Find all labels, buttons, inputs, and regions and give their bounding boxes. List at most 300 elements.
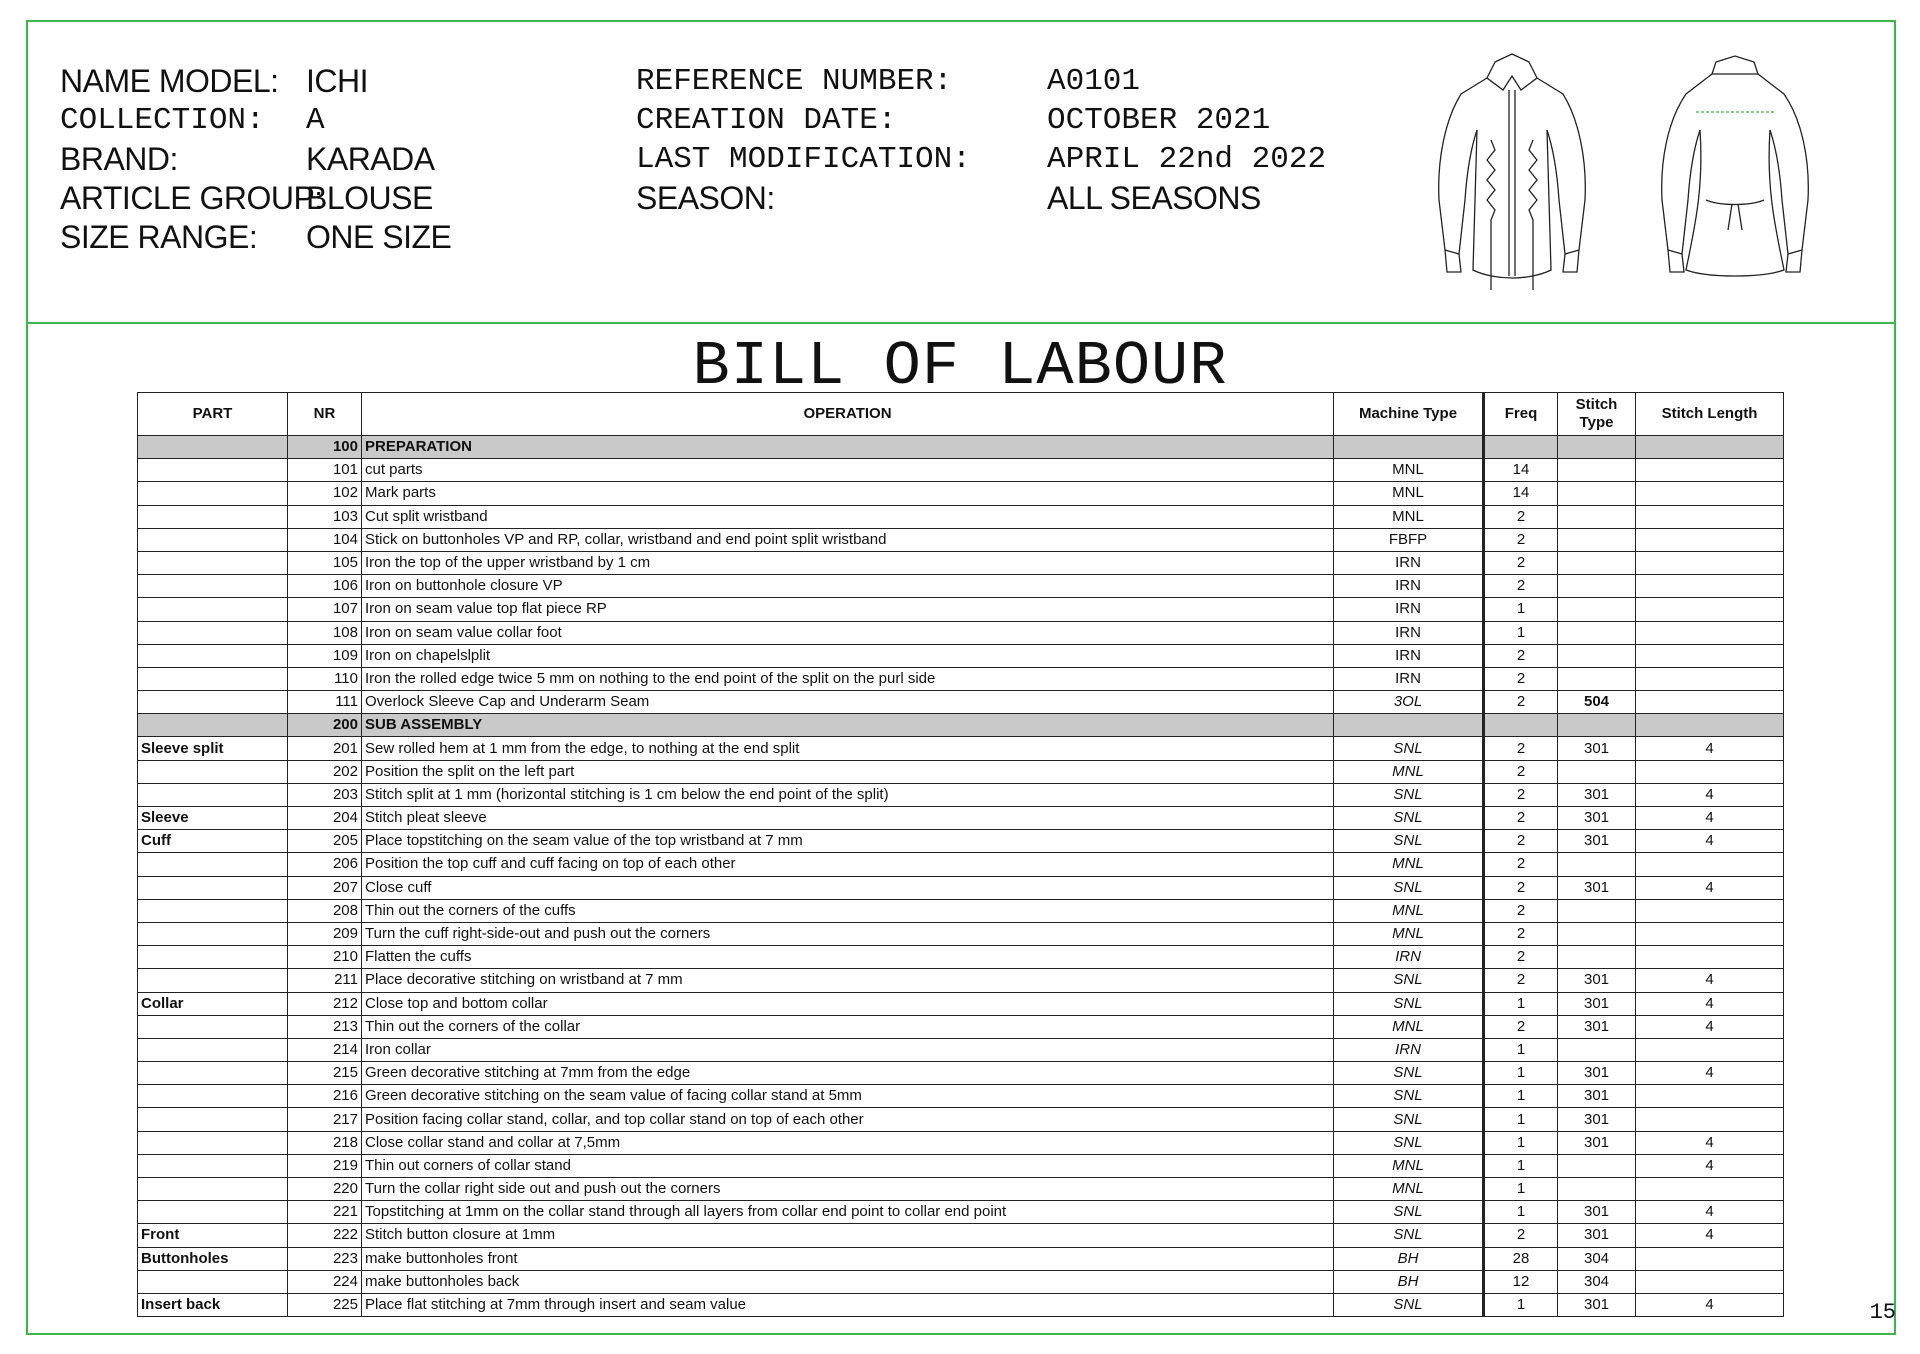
cell-machine-type: SNL — [1334, 1062, 1484, 1085]
cell-nr: 201 — [288, 737, 362, 760]
table-row — [138, 899, 1784, 922]
cell-stitch-type: 301 — [1558, 1293, 1636, 1316]
header-values-left — [306, 62, 451, 257]
cell-stitch-type: 301 — [1558, 876, 1636, 899]
cell-freq: 1 — [1484, 992, 1558, 1015]
cell-part — [138, 691, 288, 714]
cell-part: Collar — [138, 992, 288, 1015]
cell-stitch-type — [1558, 575, 1636, 598]
cell-machine-type: SNL — [1334, 783, 1484, 806]
cell-freq: 2 — [1484, 575, 1558, 598]
cell-machine-type: IRN — [1334, 575, 1484, 598]
cell-operation: Flatten the cuffs — [362, 946, 1334, 969]
value-collection: A — [306, 103, 325, 138]
cell-freq: 2 — [1484, 1224, 1558, 1247]
value-season: ALL SEASONS — [1047, 180, 1261, 216]
cell-stitch-type: 301 — [1558, 1085, 1636, 1108]
cell-freq: 1 — [1484, 1108, 1558, 1131]
table-body — [138, 436, 1784, 1317]
cell-machine-type: SNL — [1334, 737, 1484, 760]
cell-part — [138, 1062, 288, 1085]
cell-part — [138, 876, 288, 899]
table-row — [138, 807, 1784, 830]
header-part: PART — [138, 393, 288, 436]
cell-stitch-type: 301 — [1558, 783, 1636, 806]
table-row — [138, 830, 1784, 853]
cell-stitch-length — [1636, 922, 1784, 945]
cell-stitch-length — [1636, 505, 1784, 528]
cell-stitch-length: 4 — [1636, 830, 1784, 853]
cell-part: Front — [138, 1224, 288, 1247]
cell-nr: 106 — [288, 575, 362, 598]
value-reference-number: A0101 — [1047, 64, 1141, 99]
cell-freq: 2 — [1484, 528, 1558, 551]
cell-stitch-length — [1636, 1270, 1784, 1293]
cell-stitch-type — [1558, 482, 1636, 505]
cell-machine-type: MNL — [1334, 899, 1484, 922]
cell-part — [138, 621, 288, 644]
cell-stitch-length: 4 — [1636, 1131, 1784, 1154]
cell-stitch-length — [1636, 575, 1784, 598]
cell-machine-type — [1334, 714, 1484, 737]
cell-part — [138, 1270, 288, 1293]
header-values-right — [1047, 62, 1326, 218]
table-row — [138, 528, 1784, 551]
cell-part — [138, 482, 288, 505]
cell-freq: 2 — [1484, 922, 1558, 945]
cell-nr: 200 — [288, 714, 362, 737]
table-row — [138, 783, 1784, 806]
cell-nr: 104 — [288, 528, 362, 551]
cell-nr: 202 — [288, 760, 362, 783]
table-row — [138, 505, 1784, 528]
cell-operation: Stitch pleat sleeve — [362, 807, 1334, 830]
cell-operation: PREPARATION — [362, 436, 1334, 459]
table-row — [138, 1201, 1784, 1224]
cell-stitch-length — [1636, 644, 1784, 667]
table-row — [138, 1131, 1784, 1154]
label-season: SEASON: — [636, 180, 775, 216]
label-reference-number: REFERENCE NUMBER: — [636, 64, 953, 99]
table-row — [138, 1270, 1784, 1293]
cell-freq: 14 — [1484, 482, 1558, 505]
table-row — [138, 946, 1784, 969]
cell-stitch-type — [1558, 1154, 1636, 1177]
cell-freq: 2 — [1484, 807, 1558, 830]
cell-nr: 110 — [288, 667, 362, 690]
blouse-back-sketch-icon — [1648, 50, 1823, 300]
cell-nr: 207 — [288, 876, 362, 899]
cell-operation: Mark parts — [362, 482, 1334, 505]
cell-part — [138, 667, 288, 690]
cell-part — [138, 1038, 288, 1061]
cell-machine-type: MNL — [1334, 1178, 1484, 1201]
table-row — [138, 853, 1784, 876]
cell-operation: Topstitching at 1mm on the collar stand through all layers from collar end point to collar end point — [362, 1201, 1334, 1224]
table-row — [138, 1015, 1784, 1038]
cell-part — [138, 969, 288, 992]
cell-freq: 2 — [1484, 551, 1558, 574]
cell-part: Cuff — [138, 830, 288, 853]
cell-nr: 212 — [288, 992, 362, 1015]
cell-freq: 14 — [1484, 459, 1558, 482]
cell-nr: 215 — [288, 1062, 362, 1085]
cell-part — [138, 899, 288, 922]
cell-nr: 211 — [288, 969, 362, 992]
cell-stitch-length — [1636, 459, 1784, 482]
table-header-row — [138, 393, 1784, 436]
cell-nr: 222 — [288, 1224, 362, 1247]
value-name-model: ICHI — [306, 63, 368, 99]
cell-operation: Turn the cuff right-side-out and push out the corners — [362, 922, 1334, 945]
table-row — [138, 760, 1784, 783]
cell-machine-type: MNL — [1334, 760, 1484, 783]
cell-stitch-length — [1636, 714, 1784, 737]
label-last-modification: LAST MODIFICATION: — [636, 142, 971, 177]
cell-stitch-type — [1558, 598, 1636, 621]
cell-machine-type: IRN — [1334, 598, 1484, 621]
cell-part — [138, 575, 288, 598]
cell-operation: Thin out corners of collar stand — [362, 1154, 1334, 1177]
cell-freq — [1484, 436, 1558, 459]
section-row — [138, 714, 1784, 737]
cell-stitch-type — [1558, 436, 1636, 459]
cell-stitch-type: 301 — [1558, 1224, 1636, 1247]
cell-stitch-length: 4 — [1636, 1015, 1784, 1038]
header-freq: Freq — [1484, 393, 1558, 436]
cell-operation: Place flat stitching at 7mm through insert and seam value — [362, 1293, 1334, 1316]
table-row — [138, 1154, 1784, 1177]
table-row — [138, 551, 1784, 574]
label-creation-date: CREATION DATE: — [636, 103, 897, 138]
cell-stitch-type — [1558, 528, 1636, 551]
cell-freq: 2 — [1484, 1015, 1558, 1038]
cell-machine-type: MNL — [1334, 482, 1484, 505]
cell-freq: 2 — [1484, 899, 1558, 922]
cell-stitch-length — [1636, 1178, 1784, 1201]
cell-stitch-length: 4 — [1636, 1154, 1784, 1177]
header-divider — [26, 322, 1896, 324]
cell-part — [138, 783, 288, 806]
cell-stitch-length: 4 — [1636, 737, 1784, 760]
cell-freq: 2 — [1484, 644, 1558, 667]
cell-nr: 214 — [288, 1038, 362, 1061]
cell-part: Insert back — [138, 1293, 288, 1316]
cell-nr: 209 — [288, 922, 362, 945]
header-stitch-length: Stitch Length — [1636, 393, 1784, 436]
cell-freq: 1 — [1484, 621, 1558, 644]
cell-machine-type: FBFP — [1334, 528, 1484, 551]
blouse-front-sketch-icon — [1425, 50, 1600, 300]
cell-part — [138, 1131, 288, 1154]
cell-machine-type: IRN — [1334, 1038, 1484, 1061]
cell-freq: 1 — [1484, 1154, 1558, 1177]
cell-nr: 108 — [288, 621, 362, 644]
cell-stitch-type — [1558, 551, 1636, 574]
cell-operation: cut parts — [362, 459, 1334, 482]
cell-machine-type: BH — [1334, 1270, 1484, 1293]
table-row — [138, 575, 1784, 598]
table-row — [138, 598, 1784, 621]
cell-operation: Place topstitching on the seam value of the top wristband at 7 mm — [362, 830, 1334, 853]
table-row — [138, 1062, 1784, 1085]
cell-stitch-length — [1636, 1247, 1784, 1270]
cell-part — [138, 459, 288, 482]
header-operation: OPERATION — [362, 393, 1334, 436]
cell-machine-type: SNL — [1334, 1201, 1484, 1224]
cell-stitch-length — [1636, 621, 1784, 644]
cell-part — [138, 1108, 288, 1131]
cell-stitch-type — [1558, 760, 1636, 783]
cell-freq: 1 — [1484, 1178, 1558, 1201]
cell-nr: 217 — [288, 1108, 362, 1131]
cell-part — [138, 1201, 288, 1224]
bill-of-labour-table — [137, 392, 1784, 1317]
cell-stitch-length — [1636, 551, 1784, 574]
cell-part — [138, 1085, 288, 1108]
cell-freq: 1 — [1484, 1201, 1558, 1224]
cell-operation: Stitch button closure at 1mm — [362, 1224, 1334, 1247]
cell-freq: 2 — [1484, 783, 1558, 806]
cell-part — [138, 1015, 288, 1038]
cell-stitch-length — [1636, 598, 1784, 621]
cell-stitch-type — [1558, 853, 1636, 876]
cell-freq: 12 — [1484, 1270, 1558, 1293]
cell-operation: make buttonholes back — [362, 1270, 1334, 1293]
table-row — [138, 1085, 1784, 1108]
cell-stitch-type — [1558, 459, 1636, 482]
cell-part: Buttonholes — [138, 1247, 288, 1270]
cell-operation: Green decorative stitching at 7mm from the edge — [362, 1062, 1334, 1085]
cell-operation: Close top and bottom collar — [362, 992, 1334, 1015]
label-brand: BRAND: — [60, 141, 178, 177]
cell-operation: Turn the collar right side out and push out the corners — [362, 1178, 1334, 1201]
cell-machine-type: SNL — [1334, 969, 1484, 992]
cell-stitch-type: 301 — [1558, 1201, 1636, 1224]
cell-stitch-length — [1636, 482, 1784, 505]
cell-operation: Iron collar — [362, 1038, 1334, 1061]
header-stitch-type: Stitch Type — [1558, 393, 1636, 436]
cell-nr: 203 — [288, 783, 362, 806]
table-row — [138, 1038, 1784, 1061]
cell-operation: Close cuff — [362, 876, 1334, 899]
cell-machine-type: MNL — [1334, 459, 1484, 482]
table-row — [138, 992, 1784, 1015]
header-labels-right — [636, 62, 971, 218]
cell-nr: 224 — [288, 1270, 362, 1293]
cell-operation: Overlock Sleeve Cap and Underarm Seam — [362, 691, 1334, 714]
section-row — [138, 436, 1784, 459]
table-row — [138, 644, 1784, 667]
cell-stitch-length: 4 — [1636, 1293, 1784, 1316]
cell-operation: SUB ASSEMBLY — [362, 714, 1334, 737]
cell-part — [138, 1154, 288, 1177]
cell-nr: 206 — [288, 853, 362, 876]
cell-machine-type: 3OL — [1334, 691, 1484, 714]
table-row — [138, 1224, 1784, 1247]
cell-nr: 220 — [288, 1178, 362, 1201]
cell-operation: Position the split on the left part — [362, 760, 1334, 783]
cell-freq: 2 — [1484, 667, 1558, 690]
cell-operation: Position facing collar stand, collar, and top collar stand on top of each other — [362, 1108, 1334, 1131]
label-article-group: ARTICLE GROUP: — [60, 180, 323, 216]
table-row — [138, 1178, 1784, 1201]
table-row — [138, 1108, 1784, 1131]
cell-machine-type: BH — [1334, 1247, 1484, 1270]
cell-operation: Stitch split at 1 mm (horizontal stitching is 1 cm below the end point of the split) — [362, 783, 1334, 806]
cell-freq: 2 — [1484, 505, 1558, 528]
cell-operation: Iron on chapelslplit — [362, 644, 1334, 667]
cell-machine-type: IRN — [1334, 946, 1484, 969]
cell-stitch-length — [1636, 528, 1784, 551]
cell-nr: 205 — [288, 830, 362, 853]
cell-freq: 28 — [1484, 1247, 1558, 1270]
cell-machine-type: SNL — [1334, 1108, 1484, 1131]
cell-stitch-type — [1558, 714, 1636, 737]
cell-operation: Iron the rolled edge twice 5 mm on nothing to the end point of the split on the purl side — [362, 667, 1334, 690]
page-number: 15 — [1869, 1300, 1896, 1325]
cell-stitch-type — [1558, 644, 1636, 667]
cell-machine-type: MNL — [1334, 505, 1484, 528]
cell-stitch-length — [1636, 1038, 1784, 1061]
cell-machine-type: SNL — [1334, 1131, 1484, 1154]
table-row — [138, 737, 1784, 760]
cell-stitch-type — [1558, 946, 1636, 969]
header-machine-type: Machine Type — [1334, 393, 1484, 436]
cell-machine-type: SNL — [1334, 992, 1484, 1015]
cell-nr: 213 — [288, 1015, 362, 1038]
cell-nr: 221 — [288, 1201, 362, 1224]
cell-machine-type: SNL — [1334, 1224, 1484, 1247]
cell-part — [138, 644, 288, 667]
cell-stitch-type: 301 — [1558, 830, 1636, 853]
cell-part — [138, 714, 288, 737]
cell-freq: 2 — [1484, 969, 1558, 992]
cell-freq — [1484, 714, 1558, 737]
cell-stitch-length — [1636, 667, 1784, 690]
cell-operation: Close collar stand and collar at 7,5mm — [362, 1131, 1334, 1154]
cell-stitch-length: 4 — [1636, 1201, 1784, 1224]
cell-operation: Place decorative stitching on wristband at 7 mm — [362, 969, 1334, 992]
cell-nr: 218 — [288, 1131, 362, 1154]
cell-stitch-type — [1558, 667, 1636, 690]
cell-operation: Sew rolled hem at 1 mm from the edge, to nothing at the end split — [362, 737, 1334, 760]
cell-stitch-type — [1558, 1178, 1636, 1201]
cell-machine-type: SNL — [1334, 830, 1484, 853]
cell-part — [138, 505, 288, 528]
cell-operation: Green decorative stitching on the seam value of facing collar stand at 5mm — [362, 1085, 1334, 1108]
cell-part: Sleeve — [138, 807, 288, 830]
cell-machine-type: SNL — [1334, 1085, 1484, 1108]
cell-stitch-length — [1636, 760, 1784, 783]
cell-stitch-type: 301 — [1558, 1062, 1636, 1085]
cell-machine-type: IRN — [1334, 551, 1484, 574]
cell-machine-type: MNL — [1334, 853, 1484, 876]
cell-stitch-type: 304 — [1558, 1270, 1636, 1293]
cell-stitch-length — [1636, 436, 1784, 459]
cell-operation: Thin out the corners of the collar — [362, 1015, 1334, 1038]
cell-operation: Iron on seam value top flat piece RP — [362, 598, 1334, 621]
cell-freq: 1 — [1484, 1062, 1558, 1085]
cell-operation: make buttonholes front — [362, 1247, 1334, 1270]
cell-nr: 109 — [288, 644, 362, 667]
cell-stitch-length — [1636, 1108, 1784, 1131]
cell-machine-type: MNL — [1334, 922, 1484, 945]
cell-stitch-length — [1636, 853, 1784, 876]
table-row — [138, 969, 1784, 992]
cell-stitch-type: 304 — [1558, 1247, 1636, 1270]
cell-stitch-type: 301 — [1558, 807, 1636, 830]
cell-stitch-type — [1558, 505, 1636, 528]
cell-freq: 1 — [1484, 1085, 1558, 1108]
cell-machine-type: IRN — [1334, 621, 1484, 644]
cell-freq: 1 — [1484, 1293, 1558, 1316]
cell-freq: 2 — [1484, 760, 1558, 783]
page-title: BILL OF LABOUR — [692, 331, 1228, 402]
table-row — [138, 482, 1784, 505]
cell-part: Sleeve split — [138, 737, 288, 760]
header-nr: NR — [288, 393, 362, 436]
cell-nr: 103 — [288, 505, 362, 528]
table-row — [138, 1293, 1784, 1316]
cell-stitch-length: 4 — [1636, 783, 1784, 806]
cell-freq: 2 — [1484, 876, 1558, 899]
cell-stitch-length — [1636, 691, 1784, 714]
cell-part — [138, 1178, 288, 1201]
cell-part — [138, 598, 288, 621]
cell-nr: 105 — [288, 551, 362, 574]
cell-part — [138, 946, 288, 969]
cell-stitch-type — [1558, 922, 1636, 945]
cell-part — [138, 436, 288, 459]
cell-stitch-length — [1636, 899, 1784, 922]
table-row — [138, 876, 1784, 899]
cell-freq: 2 — [1484, 853, 1558, 876]
value-size-range: ONE SIZE — [306, 219, 452, 255]
cell-stitch-type: 301 — [1558, 1131, 1636, 1154]
cell-part — [138, 922, 288, 945]
cell-machine-type — [1334, 436, 1484, 459]
cell-operation: Stick on buttonholes VP and RP, collar, wristband and end point split wristband — [362, 528, 1334, 551]
cell-nr: 223 — [288, 1247, 362, 1270]
value-article-group: BLOUSE — [306, 180, 433, 216]
label-collection: COLLECTION: — [60, 103, 265, 138]
cell-freq: 1 — [1484, 1038, 1558, 1061]
cell-stitch-length: 4 — [1636, 807, 1784, 830]
cell-stitch-length: 4 — [1636, 876, 1784, 899]
cell-stitch-type: 504 — [1558, 691, 1636, 714]
value-creation-date: OCTOBER 2021 — [1047, 103, 1271, 138]
value-last-modification: APRIL 22nd 2022 — [1047, 142, 1327, 177]
table-row — [138, 459, 1784, 482]
cell-stitch-type: 301 — [1558, 992, 1636, 1015]
cell-nr: 219 — [288, 1154, 362, 1177]
cell-stitch-type — [1558, 899, 1636, 922]
cell-nr: 216 — [288, 1085, 362, 1108]
cell-operation: Thin out the corners of the cuffs — [362, 899, 1334, 922]
cell-freq: 2 — [1484, 946, 1558, 969]
header-labels-left — [60, 62, 323, 257]
cell-nr: 111 — [288, 691, 362, 714]
cell-nr: 208 — [288, 899, 362, 922]
label-name-model: NAME MODEL: — [60, 63, 279, 99]
cell-stitch-type — [1558, 621, 1636, 644]
cell-freq: 2 — [1484, 830, 1558, 853]
table-row — [138, 667, 1784, 690]
cell-nr: 101 — [288, 459, 362, 482]
cell-operation: Iron on seam value collar foot — [362, 621, 1334, 644]
cell-freq: 2 — [1484, 691, 1558, 714]
